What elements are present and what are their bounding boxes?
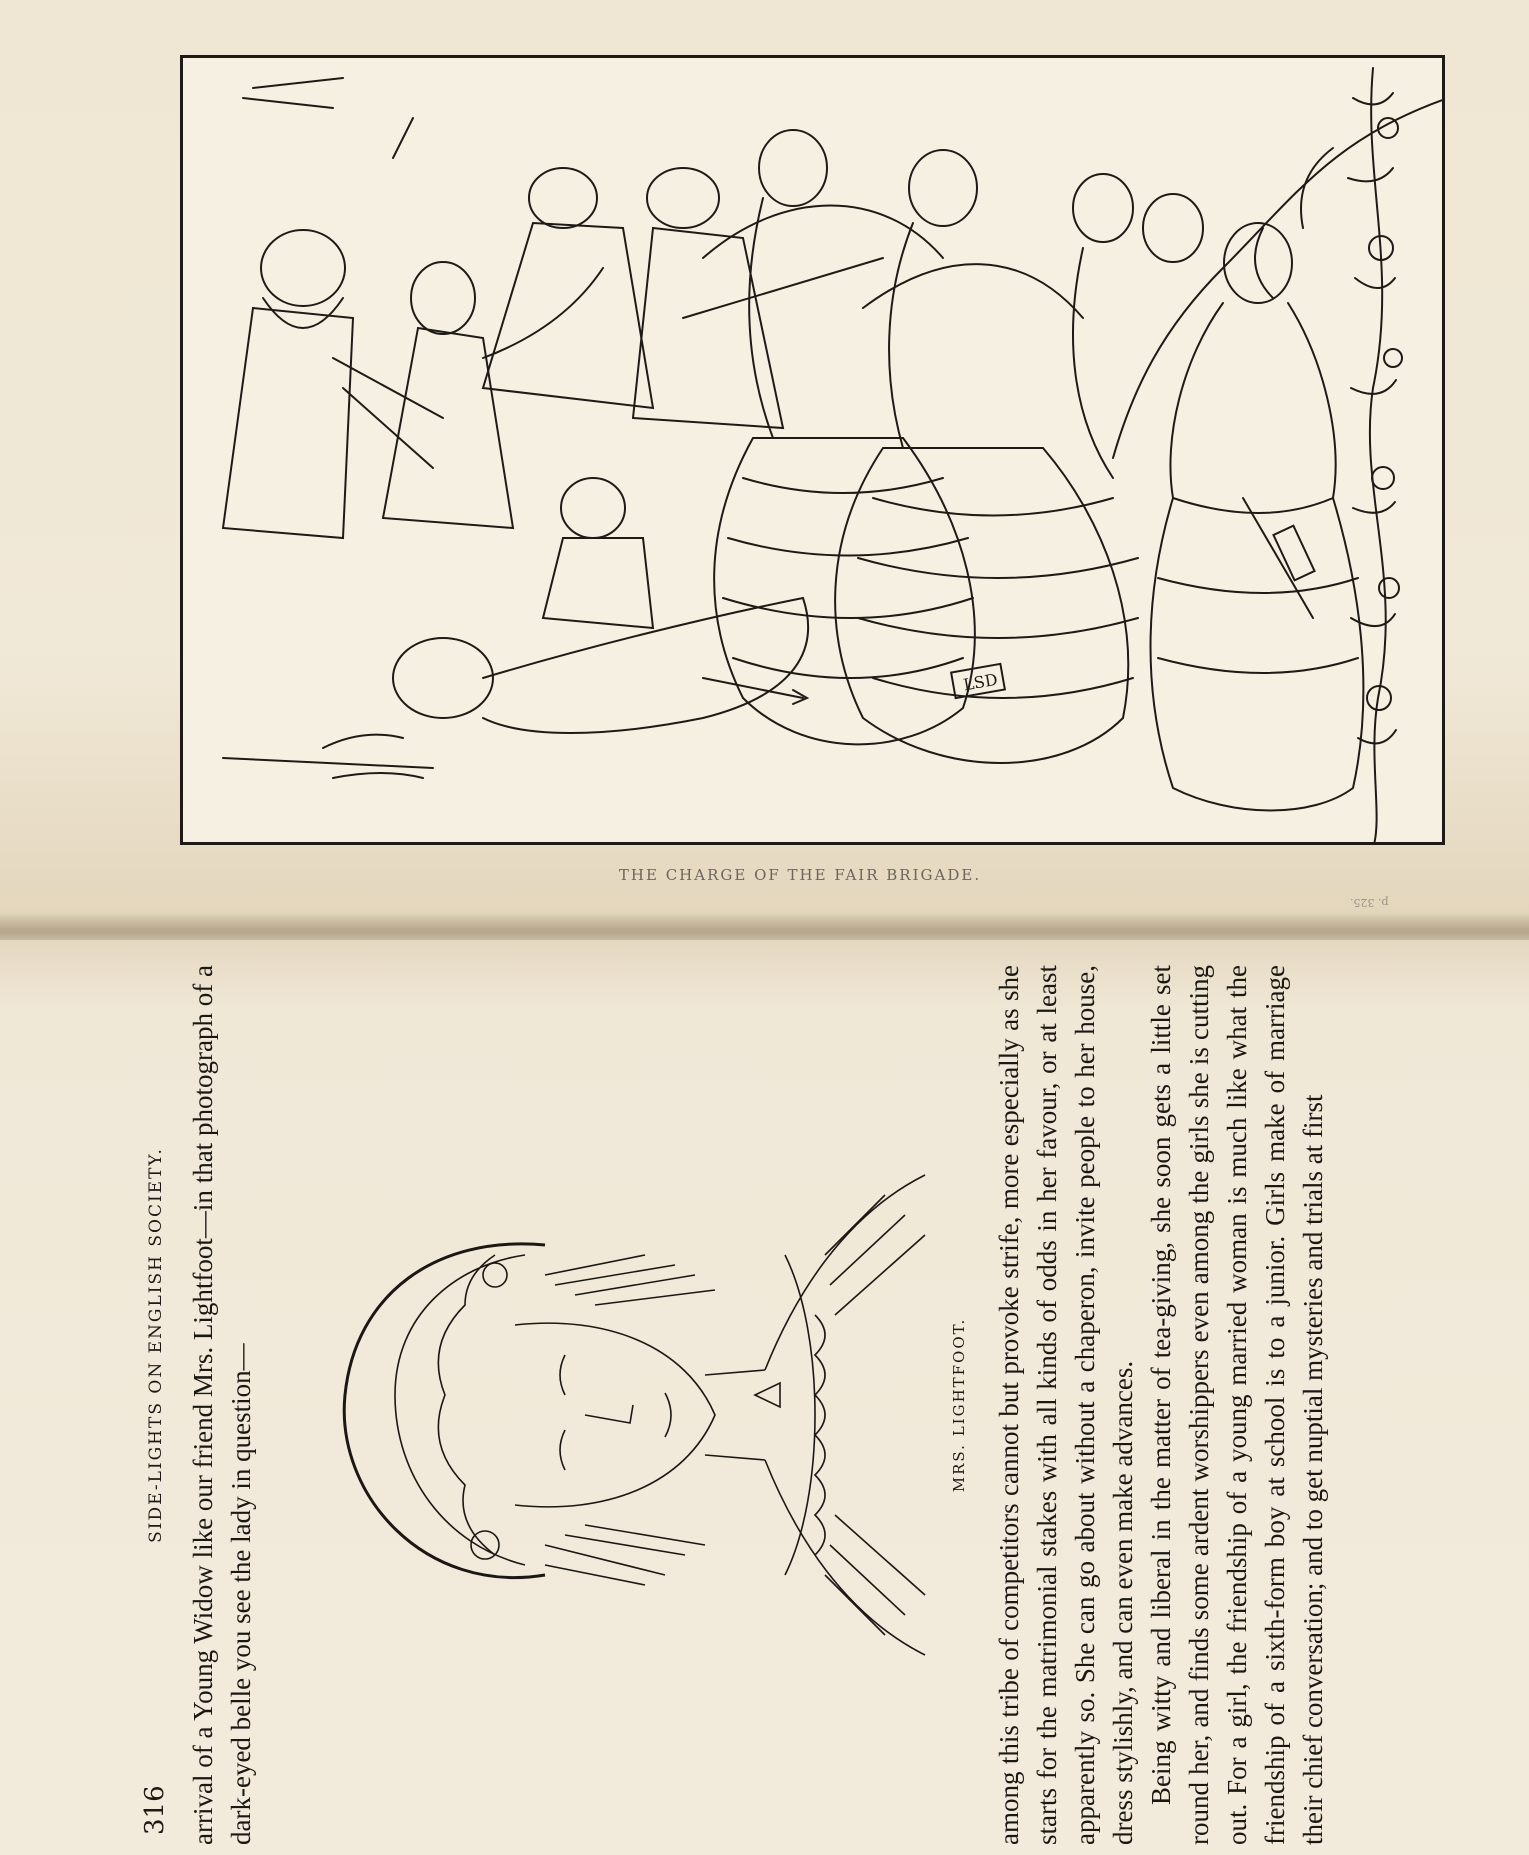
illustration-plate (180, 55, 1445, 845)
rotated-page-content (140, 965, 1400, 1845)
portrait-caption: MRS. LIGHTFOOT. (950, 1317, 968, 1493)
plate-page-reference: p. 325. (1350, 896, 1389, 909)
plate-caption: THE CHARGE OF THE FAIR BRIGADE. (618, 866, 982, 884)
running-head-title: SIDE-LIGHTS ON ENGLISH SOCIETY. (146, 1147, 166, 1543)
top-paragraph: arrival of a Young Widow like our friend Mrs. Lightfoot—in that photograph of a dark-eyed belle you see the lady in question— (188, 965, 256, 1845)
portrait-engraving (285, 1135, 945, 1695)
text-page (0, 940, 1529, 1855)
running-head (140, 965, 180, 1845)
charge-illustration (183, 58, 1445, 845)
paragraph: Being witty and liberal in the matter of tea-giving, she soon gets a little set round her, and finds some ardent worshippers even among the girls she is cutting out. For a girl, the friendship of a young married woman is much like what the friendship of a sixth-form boy at school is to a junior. Girls make of marriage their chief conversation; and to get nuptial mysteries and trials at first (1146, 965, 1328, 1845)
artist-signature: LSD (961, 669, 1000, 695)
page-number: 316 (140, 1785, 170, 1835)
paragraph: among this tribe of competitors cannot but provoke strife, more especially as she starts for the matrimonial stakes with all kinds of odds in her favour, or at least apparently so. She can go about without a chaperon, invite people to her house, dress stylishly, and can even make advances. (994, 965, 1138, 1845)
body-text (990, 965, 1332, 1845)
